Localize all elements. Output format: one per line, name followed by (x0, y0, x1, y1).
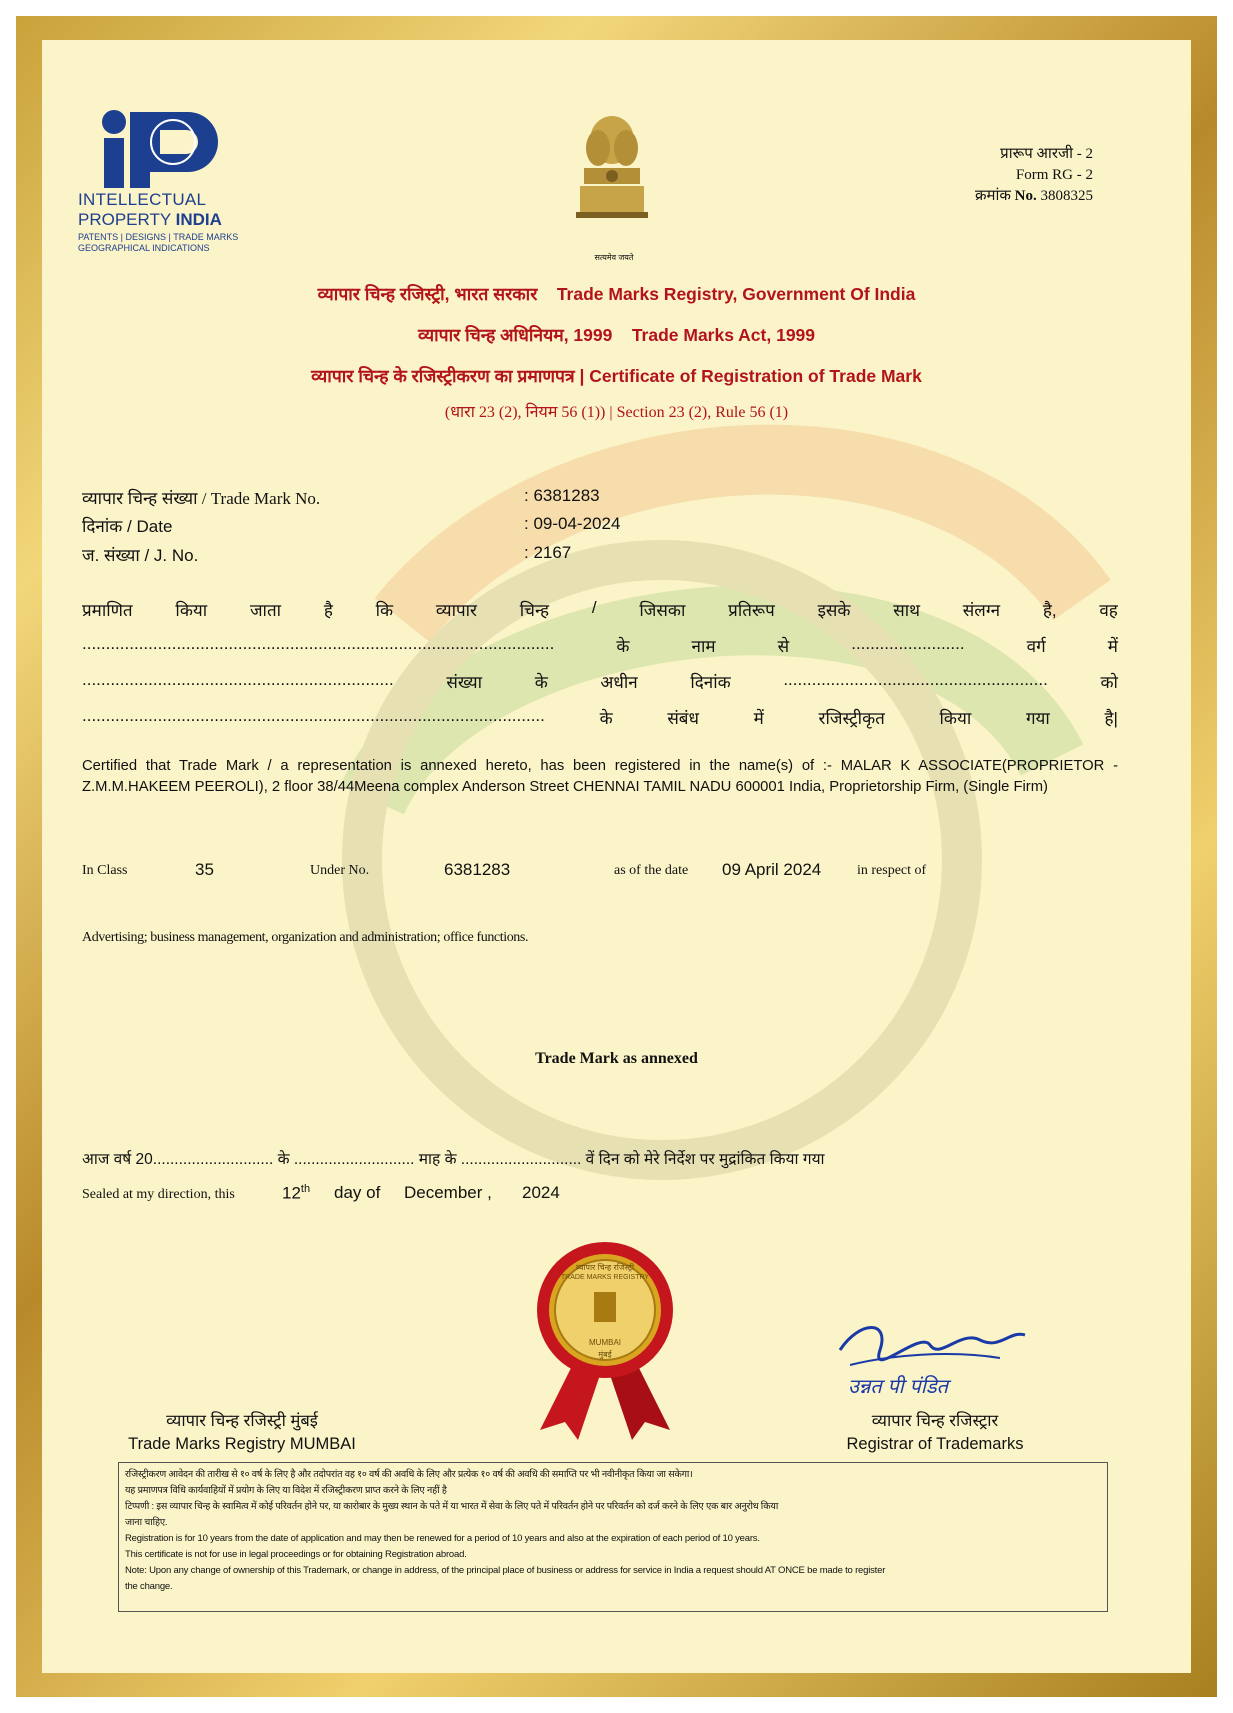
note-line: Note: Upon any change of ownership of this Trademark, or change in address, of the principal place of business or address for service in India a request should AT ONCE be made to register (125, 1565, 886, 1576)
form-number-en: Form RG - 2 (1015, 167, 1093, 183)
sealed-month: December , (404, 1183, 492, 1202)
seal-city: MUMBAI (589, 1338, 621, 1347)
class-value: 35 (195, 860, 214, 879)
national-emblem-icon (570, 108, 654, 258)
class-date-value: 09 April 2024 (722, 860, 822, 879)
sealed-hindi-line: आज वर्ष 20............................ के ............................ माह के ............................ वें दिन को मेरे निर्देश पर मुद्रांकित किया गया (82, 1151, 825, 1168)
class-row (82, 860, 1118, 884)
tm-number-label: व्यापार चिन्ह संख्या / Trade Mark No. (82, 489, 321, 508)
act-title: व्यापार चिन्ह अधिनियम, 1999 Trade Marks Act, 1999 (417, 325, 816, 345)
under-no-label: Under No. (310, 863, 370, 878)
note-line: यह प्रमाणपत्र विधि कार्यवाहियों में प्रयोग के लिए या विदेश में रजिस्ट्रीकरण प्राप्त करने के लिए नहीं है (125, 1485, 447, 1496)
jno-label: ज. संख्या / J. No. (82, 546, 199, 565)
note-line: टिप्पणी : इस व्यापार चिन्ह के स्वामित्व में कोई परिवर्तन होने पर, या कारोबार के मुख्य स्थान के पते में या भारत में सेवा के लिए पते में परिवर्तन होने पर परिवर्तन को दर्ज करने के लिए एक बार अनुरोध किया (125, 1501, 779, 1512)
footer-left: व्यापार चिन्ह रजिस्ट्री मुंबई Trade Marks Registry MUMBAI (128, 1412, 356, 1453)
logo-line-4: GEOGRAPHICAL INDICATIONS (78, 243, 210, 253)
in-class-label: In Class (82, 863, 128, 878)
note-line: This certificate is not for use in legal proceedings or for obtaining Registration abroad. (125, 1549, 467, 1560)
hindi-para-line-3: .................................................................. संख्या के अधीन दिनांक ........................................................ को (82, 670, 1118, 692)
form-number-hi: प्रारूप आरजी - 2 (1000, 146, 1093, 162)
hindi-para-line-4: .................................................................................................. के संबंध में रजिस्ट्रीकृत किया गया है| (82, 706, 1118, 728)
note-line: जाना चाहिए. (125, 1517, 168, 1528)
english-certification-text: Certified that Trade Mark / a representation is annexed hereto, has been registered in the name(s) of :- MALAR K ASSOCIATE(PROPRIETOR - Z.M.M.HAKEEM PEEROLI), 2 floor 38/44Meena complex Anderson Street CHENNAI TAMIL NADU 600001 India, Proprietorship Firm, (Single Firm) (82, 758, 1118, 795)
date-of-label: as of the date (614, 863, 689, 878)
under-no-value: 6381283 (444, 860, 511, 879)
respect-label: in respect of (857, 863, 927, 878)
seal-mid-text: TRADE MARKS REGISTRY (560, 1274, 650, 1281)
note-line: रजिस्ट्रीकरण आवेदन की तारीख से १० वर्ष के लिए है और तदोपरांत वह १० वर्ष की अवधि के लिए और प्रत्येक १० वर्ष की अवधि की समाप्ति पर भी नवीनीकृत किया जा सकेगा। (125, 1469, 693, 1480)
serial-number: क्रमांक No. 3808325 (975, 188, 1093, 204)
registrar-signature (830, 1310, 1040, 1420)
sealed-year: 2024 (522, 1183, 560, 1202)
notes-box (118, 1462, 1108, 1612)
goods-services: Advertising; business management, organization and administration; office functions. (82, 930, 529, 945)
certificate-title: व्यापार चिन्ह के रजिस्ट्रीकरण का प्रमाणपत्र | Certificate of Registration of Trade Mark (311, 366, 922, 386)
registry-title: व्यापार चिन्ह रजिस्ट्री, भारत सरकार Trade Marks Registry, Government Of India (317, 284, 916, 304)
jno-value: : 2167 (524, 543, 572, 562)
date-value: : 09-04-2024 (524, 514, 621, 533)
note-line: Registration is for 10 years from the date of application and may then be renewed for a period of 10 years and also at the expiration of each period of 10 years. (125, 1533, 760, 1544)
date-label: दिनांक / Date (82, 517, 173, 536)
note-line: the change. (125, 1581, 173, 1592)
form-block (975, 144, 1093, 207)
tm-number-value: : 6381283 (524, 486, 600, 505)
hindi-para-line-2: .................................................................................................... के नाम से ........................ वर्ग में (82, 634, 1118, 656)
sealed-day: 12th (282, 1183, 311, 1203)
signature-name-hi: उन्नत पी पंडित (848, 1376, 949, 1398)
section-title: (धारा 23 (2), नियम 56 (1)) | Section 23 (2), Rule 56 (1) (444, 404, 789, 421)
seal-city-hi: मुंबई (598, 1350, 612, 1359)
logo-line-3: PATENTS | DESIGNS | TRADE MARKS (78, 232, 239, 242)
logo-line-2: PROPERTY INDIA (78, 210, 222, 229)
emblem-motto: सत्यमेव जयते (594, 253, 634, 262)
seal-top-text: व्यापार चिन्ह रजिस्ट्री (575, 1263, 635, 1272)
hindi-para-line-1: प्रमाणित किया जाता है कि व्यापार चिन्ह / जिसका प्रतिरूप इसके साथ संलग्न है, वह (82, 598, 1118, 620)
annexed-label: Trade Mark as annexed (535, 1050, 698, 1067)
sealed-english-line: Sealed at my direction, this 12th day of December , 2024 (82, 1183, 560, 1203)
footer-right: व्यापार चिन्ह रजिस्ट्रार Registrar of Trademarks (846, 1412, 1024, 1453)
logo-line-1: INTELLECTUAL (78, 190, 207, 209)
ip-india-logo (78, 100, 278, 190)
